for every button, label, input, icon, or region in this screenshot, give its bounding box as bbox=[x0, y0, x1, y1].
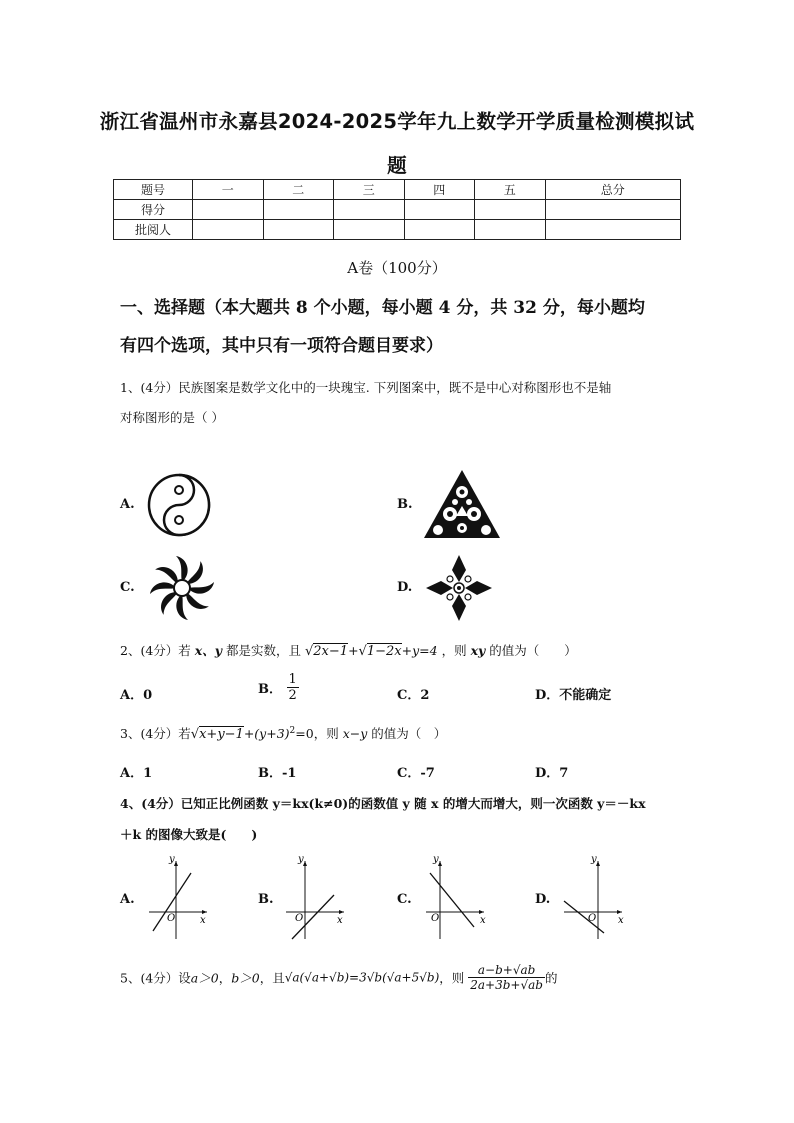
axis-y-label: y bbox=[169, 855, 175, 865]
score-table-header-row bbox=[114, 180, 681, 200]
origin-label: O bbox=[167, 913, 176, 924]
q2-option-c: C．2 bbox=[397, 688, 430, 703]
score-table bbox=[113, 179, 681, 240]
score-row-label: 批阅人 bbox=[114, 220, 193, 240]
axis-x-label: x bbox=[200, 915, 206, 926]
origin-label: O bbox=[295, 913, 304, 924]
graph-d bbox=[560, 855, 628, 943]
question-1-line2: 对称图形的是（ ） bbox=[120, 410, 224, 425]
axis-x-label: x bbox=[618, 915, 624, 926]
q3-option-c: C．-7 bbox=[397, 766, 435, 781]
section-1-line2: 有四个选项，其中只有一项符合题目要求） bbox=[120, 336, 443, 356]
q1-option-c-label: C. bbox=[120, 580, 135, 595]
score-col-2: 二 bbox=[263, 180, 334, 200]
q4-option-d-label: D. bbox=[535, 892, 551, 907]
score-table-row bbox=[114, 200, 681, 220]
section-a-heading: A卷（100分） bbox=[347, 259, 447, 277]
graph-c bbox=[422, 855, 490, 943]
question-4-line2: ＋k 的图像大致是( ) bbox=[120, 827, 258, 842]
doc-title-line1: 浙江省温州市永嘉县2024-2025学年九上数学开学质量检测模拟试 bbox=[99, 110, 695, 133]
question-3: 3、(4分）若$√x+y-1+(y+3)^2=0$，则 x−y 的值为（ ） bbox=[120, 725, 447, 742]
score-row-label: 得分 bbox=[114, 200, 193, 220]
q4-option-a-label: A. bbox=[120, 892, 135, 907]
origin-label: O bbox=[588, 913, 597, 924]
axis-x-label: x bbox=[480, 915, 486, 926]
yin-yang-figure bbox=[147, 473, 211, 537]
question-1-line1: 1、(4分）民族图案是数学文化中的一块瑰宝. 下列图案中，既不是中心对称图形也不是轴 bbox=[120, 380, 612, 395]
question-5: 5、(4分）设a＞0，b＞0，且√a(√a+√b)=3√b(√a+5√b)，则 $\frac{a-b+√ab}{2a+3b+√ab}$ 的 bbox=[120, 963, 558, 992]
q1-option-a-label: A. bbox=[120, 497, 135, 512]
q2-option-d: D．不能确定 bbox=[535, 688, 612, 703]
q2-option-a: A．0 bbox=[120, 688, 153, 703]
q1-option-b-label: B. bbox=[397, 497, 413, 512]
score-col-1: 一 bbox=[193, 180, 264, 200]
axis-y-label: y bbox=[298, 855, 304, 865]
question-2: 2、(4分）若 x、y 都是实数，且 √2x−1+√1−2x+y=4 ，则 xy 的值为（ ） bbox=[120, 643, 577, 659]
axis-y-label: y bbox=[591, 855, 597, 865]
axis-y-label: y bbox=[433, 855, 439, 865]
score-table-row bbox=[114, 220, 681, 240]
graph-b bbox=[282, 855, 350, 943]
section-1-heading bbox=[120, 289, 690, 365]
q3-option-b: B．-1 bbox=[258, 766, 297, 781]
pinwheel-figure bbox=[147, 553, 217, 623]
origin-label: O bbox=[431, 913, 440, 924]
doc-title-line2: 题 bbox=[387, 154, 407, 177]
score-col-4: 四 bbox=[404, 180, 475, 200]
four-petal-figure bbox=[424, 553, 494, 623]
graph-a bbox=[145, 855, 213, 943]
score-col-5: 五 bbox=[475, 180, 546, 200]
score-col-total: 总分 bbox=[545, 180, 681, 200]
axis-x-label: x bbox=[337, 915, 343, 926]
q3-option-d: D．7 bbox=[535, 766, 569, 781]
q3-option-a: A．1 bbox=[120, 766, 153, 781]
q4-option-b-label: B. bbox=[258, 892, 274, 907]
question-4-line1: 4、(4分）已知正比例函数 y＝kx(k≠0)的函数值 y 随 x 的增大而增大，则一次函数 y＝－kx bbox=[120, 796, 646, 811]
section-1-line1: 一、选择题（本大题共 8 个小题，每小题 4 分，共 32 分，每小题均 bbox=[120, 298, 645, 318]
score-col-label: 题号 bbox=[114, 180, 193, 200]
q4-option-c-label: C. bbox=[397, 892, 412, 907]
q2-option-b: B． $\frac{1}{2}$ bbox=[258, 672, 297, 703]
q1-option-d-label: D. bbox=[397, 580, 413, 595]
triangle-pattern-figure bbox=[422, 468, 502, 540]
score-col-3: 三 bbox=[334, 180, 405, 200]
